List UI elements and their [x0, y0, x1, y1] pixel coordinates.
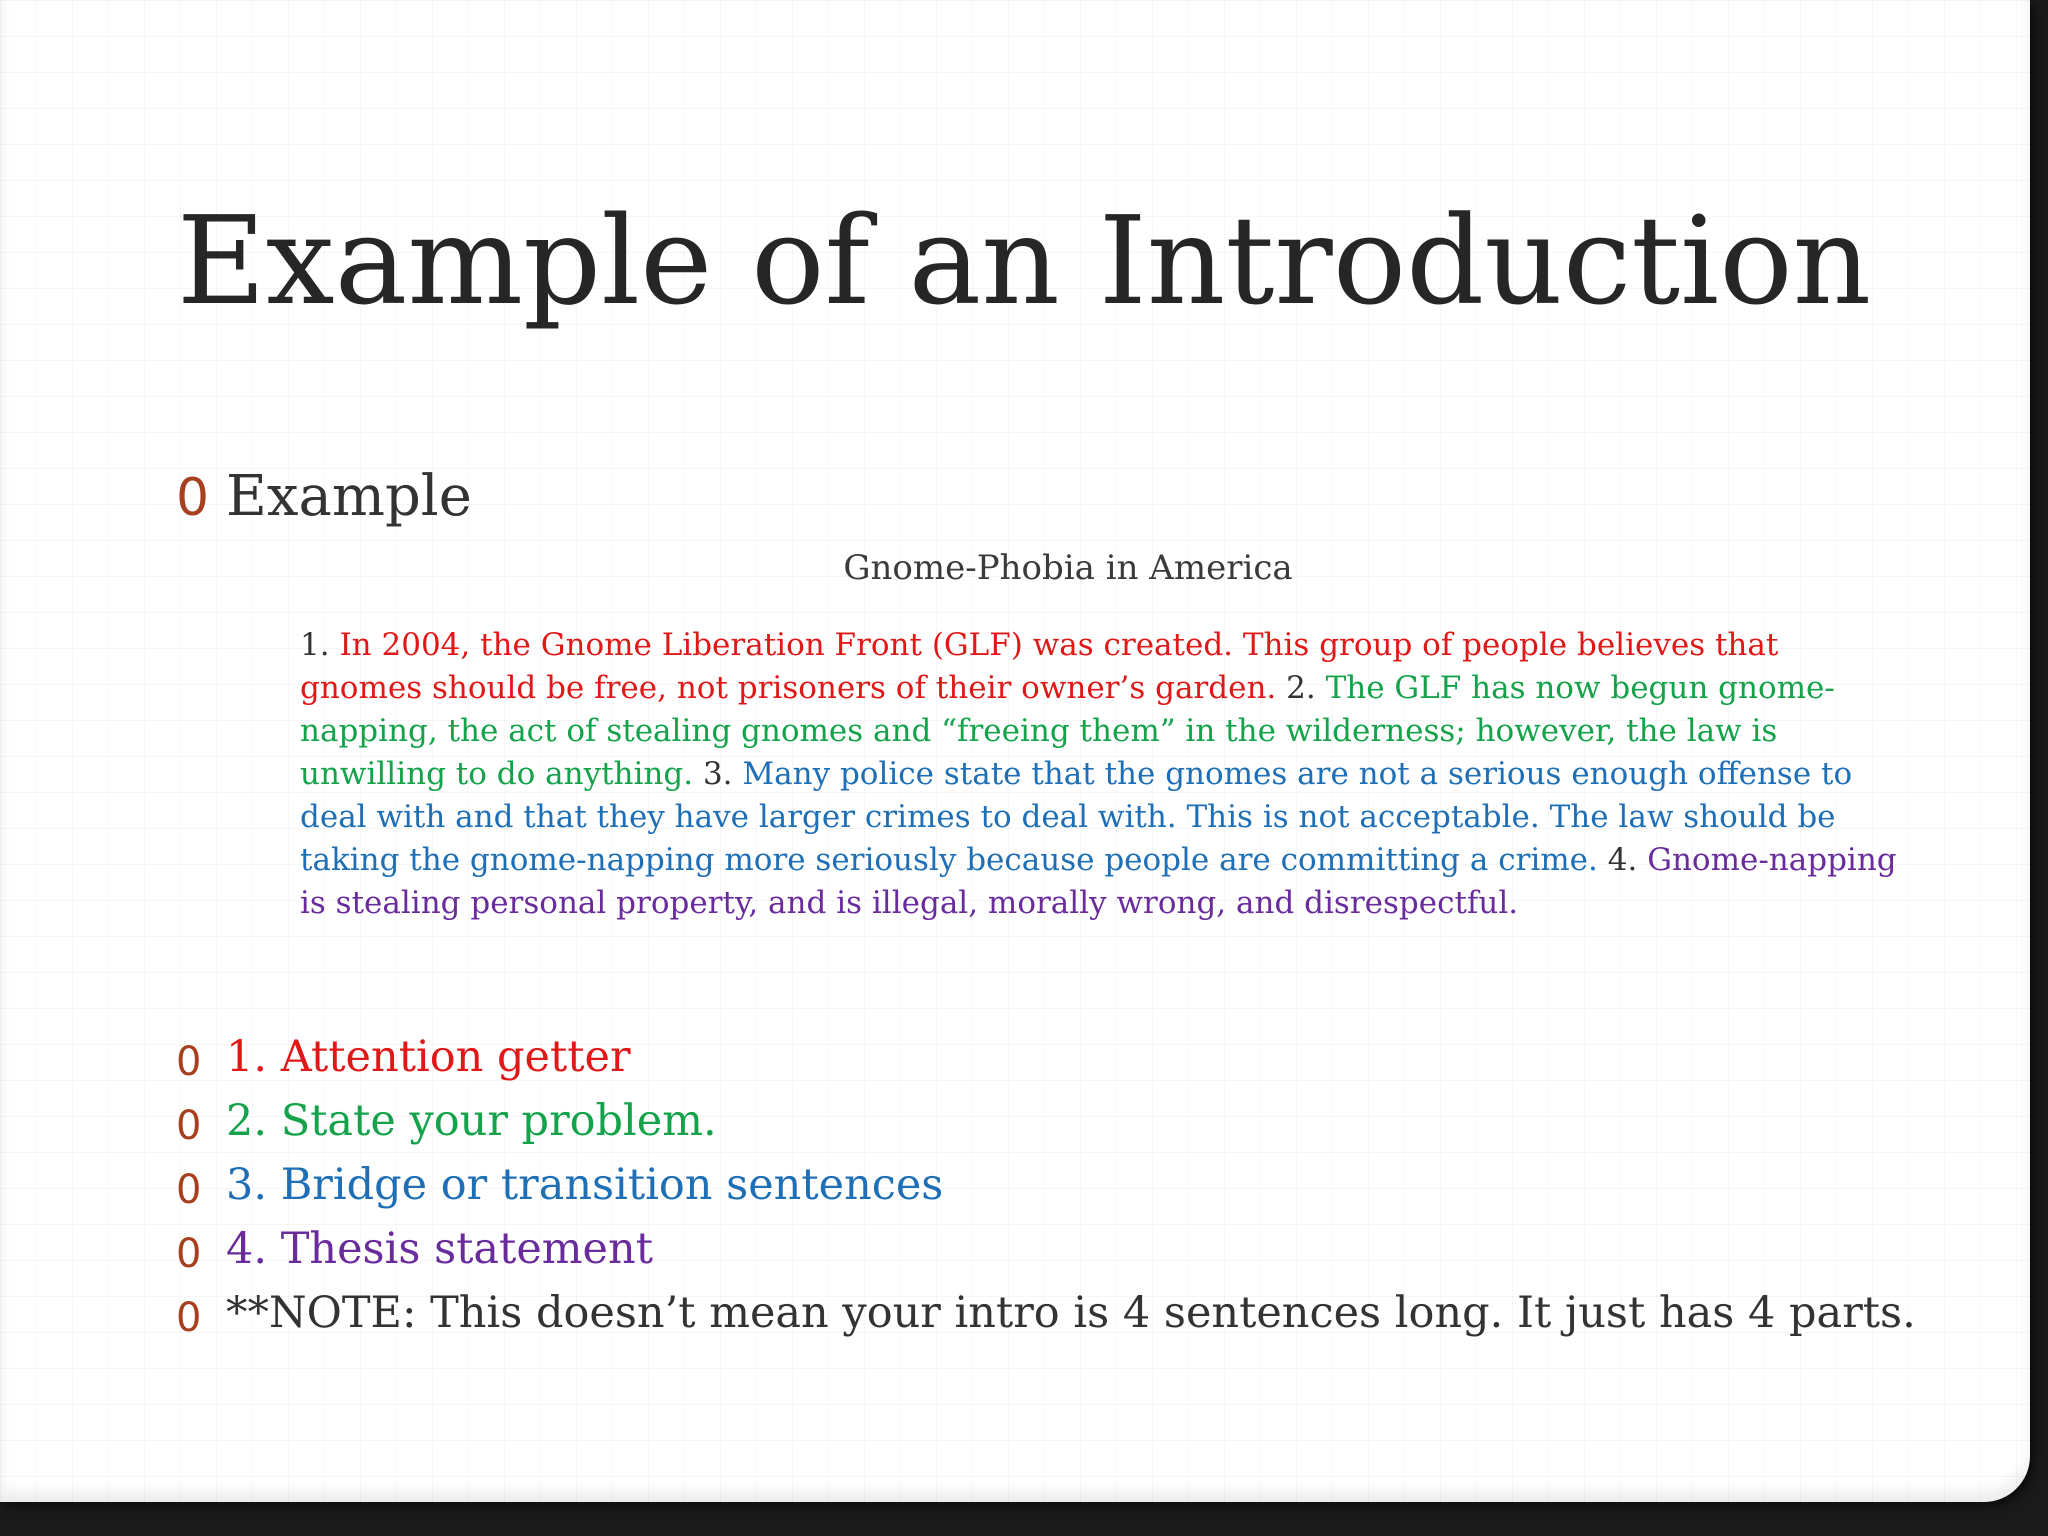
step-thesis: 4. Thesis statement — [226, 1224, 653, 1274]
bullet-marker: 0 — [176, 1231, 202, 1277]
slide-title: Example of an Introduction — [176, 190, 1872, 332]
part-2-number: 2. — [1286, 670, 1316, 706]
step-bridge: 3. Bridge or transition sentences — [226, 1160, 944, 1210]
step-state-problem: 2. State your problem. — [226, 1096, 717, 1146]
part-4-number: 4. — [1607, 842, 1638, 878]
step-note: **NOTE: This doesn’t mean your intro is 4 sentences long. It just has 4 parts. — [226, 1288, 1916, 1338]
bullet-marker: 0 — [176, 1039, 202, 1085]
bullet-marker: 0 — [176, 1103, 202, 1149]
bullet-marker: 0 — [176, 1167, 202, 1213]
example-label: Example — [226, 464, 472, 529]
part-4-text: Gnome-napping is stealing personal property, and is illegal, morally wrong, and disrespectful. — [300, 842, 1897, 921]
part-3-text: Many police state that the gnomes are not a serious enough offense to deal with and that they have larger crimes to deal with. This is not acceptable. The law should be taking the gnome-napping more seriously because people are committing a crime. — [300, 756, 1853, 878]
bullet-marker: 0 — [176, 1295, 202, 1341]
part-2-text: The GLF has now begun gnome-napping, the act of stealing gnomes and “freeing them” in the wilderness; however, the law is unwilling to do anything. — [300, 670, 1835, 792]
part-1-text: In 2004, the Gnome Liberation Front (GLF) was created. This group of people believes that gnomes should be free, not prisoners of their owner’s garden. — [300, 627, 1779, 706]
part-3-number: 3. — [702, 756, 733, 792]
part-1-number: 1. — [300, 627, 330, 663]
bullet-marker: 0 — [176, 468, 210, 528]
essay-paragraph — [300, 624, 1900, 925]
essay-title: Gnome-Phobia in America — [843, 548, 1293, 588]
step-attention-getter: 1. Attention getter — [226, 1032, 631, 1082]
